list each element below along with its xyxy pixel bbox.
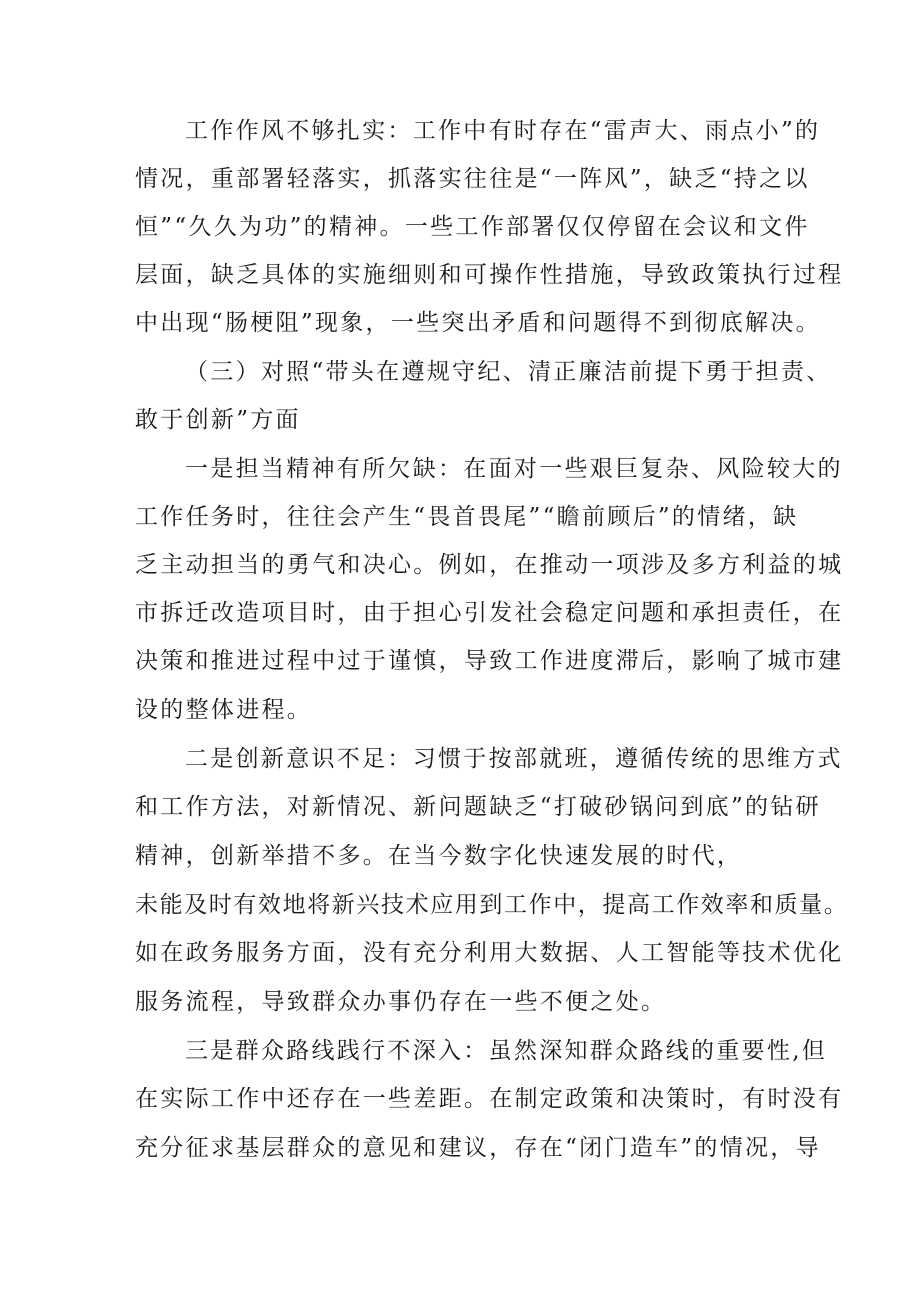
text-line: 二是创新意识不足：习惯于按部就班，遵循传统的思维方式 xyxy=(185,746,843,772)
text-line: 三是群众路线践行不深入：虽然深知群众路线的重要性,但 xyxy=(185,1038,828,1064)
text-line: 市拆迁改造项目时，由于担心引发社会稳定问题和承担责任，在 xyxy=(135,600,844,626)
heading-line: （三）对照“带头在遵规守纪、清正廉洁前提下勇于担责、 xyxy=(185,359,832,385)
heading-line: 敢于创新”方面 xyxy=(135,407,301,433)
text-line: 一是担当精神有所欠缺：在面对一些艰巨复杂、风险较大的 xyxy=(185,456,843,482)
text-line: 未能及时有效地将新兴技术应用到工作中，提高工作效率和质量。 xyxy=(135,892,849,918)
text-line: 精神，创新举措不多。在当今数字化快速发展的时代， xyxy=(135,843,743,869)
text-line: 在实际工作中还存在一些差距。在制定政策和决策时，有时没有 xyxy=(135,1086,844,1112)
text-line: 工作任务时，往往会产生“畏首畏尾”“瞻前顾后”的情绪，缺 xyxy=(135,504,799,530)
text-line: 乏主动担当的勇气和决心。例如，在推动一项涉及多方利益的城 xyxy=(135,552,844,578)
text-line: 决策和推进过程中过于谨慎，导致工作进度滞后，影响了城市建 xyxy=(135,648,844,674)
text-line: 服务流程，导致群众办事仍存在一些不便之处。 xyxy=(135,989,667,1015)
text-line: 和工作方法，对新情况、新问题缺乏“打破砂锅问到底”的钻研 xyxy=(135,794,821,820)
text-line: 工作作风不够扎实：工作中有时存在“雷声大、雨点小”的 xyxy=(185,118,821,144)
text-line: 恒”“久久为功”的精神。一些工作部署仅仅停留在会议和文件 xyxy=(135,214,810,240)
text-line: 情况，重部署轻落实，抓落实往往是“一阵风”，缺乏“持之以 xyxy=(135,166,810,192)
text-line: 如在政务服务方面，没有充分利用大数据、人工智能等技术优化 xyxy=(135,940,844,966)
text-line: 充分征求基层群众的意见和建议，存在“闭门造车”的情况，导 xyxy=(135,1135,821,1161)
text-line: 层面，缺乏具体的实施细则和可操作性措施，导致政策执行过程 xyxy=(135,262,844,288)
text-line: 设的整体进程。 xyxy=(135,697,313,723)
text-line: 中出现“肠梗阻”现象，一些突出矛盾和问题得不到彻底解决。 xyxy=(135,310,821,336)
